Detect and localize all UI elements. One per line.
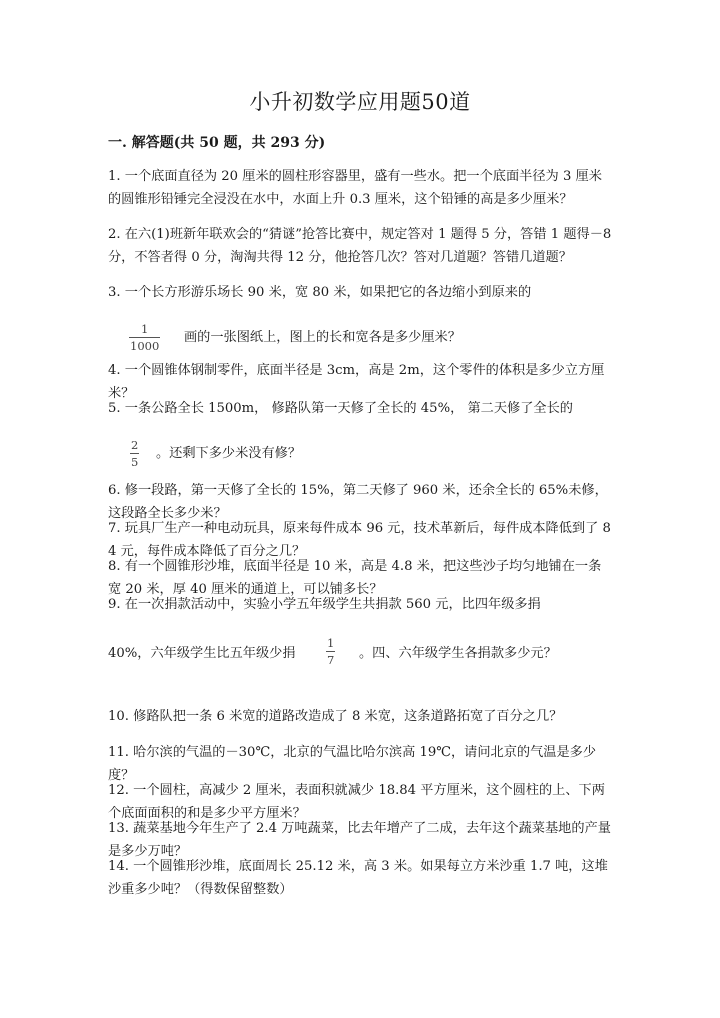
fraction-numerator: 2: [131, 438, 139, 452]
fraction-numerator: 1: [140, 322, 149, 336]
question-7: 7. 玩具厂生产一种电动玩具，原来每件成本 96 元，技术革新后，每件成本降低到了 84 元，每件成本降低了百分之几？: [108, 521, 611, 559]
question-5: 5. 一条公路全长 1500m， 修路队第一天修了全长的 45%， 第二天修了全长的: [108, 401, 573, 416]
question-3-tail: 画的一张图纸上，图上的长和宽各是多少厘米？: [184, 330, 461, 345]
fraction: [326, 636, 335, 667]
question-11: 11. 哈尔滨的气温的－30℃，北京的气温比哈尔滨高 19℃，请问北京的气温是多少度？: [108, 745, 597, 783]
question-12: 12. 一个圆柱，高减少 2 厘米，表面积就减少 18.84 平方厘米，这个圆柱的上、下两个底面面积的和是多少平方厘米？: [108, 783, 605, 821]
question-13: 13. 蔬菜基地今年生产了 2.4 万吨蔬菜，比去年增产了二成，去年这个蔬菜基地的产量是多少万吨？: [108, 821, 611, 859]
fraction-bar: [129, 337, 160, 338]
fraction-denominator: 5: [131, 455, 139, 469]
question-5-tail: 。还剩下多少米没有修？: [156, 446, 302, 461]
question-9: 9. 在一次捐款活动中，实验小学五年级学生共捐款 560 元，比四年级多捐: [108, 597, 541, 612]
question-14: 14. 一个圆锥形沙堆，底面周长 25.12 米，高 3 米。如果每立方米沙重 1.7 吨，这堆沙重多少吨？（得数保留整数）: [108, 859, 608, 897]
question-10: 10. 修路队把一条 6 米宽的道路改造成了 8 米宽，这条道路拓宽了百分之几？: [108, 709, 563, 724]
fraction-denominator: 1000: [130, 339, 160, 353]
question-1: 1. 一个底面直径为 20 厘米的圆柱形容器里，盛有一些水。把一个底面半径为 3 厘米的圆锥形铅锤完全浸没在水中，水面上升 0.3 厘米，这个铅锤的高是多少厘米？: [108, 169, 602, 207]
question-4: 4. 一个圆锥体钢制零件，底面半径是 3cm，高是 2m，这个零件的体积是多少立方厘米？: [108, 363, 605, 401]
fraction-denominator: 7: [327, 653, 335, 667]
question-3: 3. 一个长方形游乐场长 90 米，宽 80 米，如果把它的各边缩小到原来的: [108, 285, 532, 300]
question-8: 8. 有一个圆锥形沙堆，底面半径是 10 米，高是 4.8 米，把这些沙子均匀地铺在一条宽 20 米，厚 40 厘米的通道上，可以铺多长？: [108, 559, 602, 597]
fraction-bar: [326, 651, 335, 652]
section-heading: 一. 解答题(共 50 题，共 293 分): [108, 135, 326, 151]
fraction: [130, 438, 139, 469]
question-9-tail: 。四、六年级学生各捐款多少元？: [359, 646, 557, 661]
question-2: 2. 在六(1)班新年联欢会的“猜谜”抢答比赛中，规定答对 1 题得 5 分，答错 1 题得－8 分，不答者得 0 分，淘淘共得 12 分，他抢答几次？答对几道题？答错几道题？: [108, 227, 612, 265]
question-5-fraction-line: [108, 434, 614, 474]
question-3-fraction-line: [108, 318, 614, 358]
fraction-bar: [130, 453, 139, 454]
question-9-head: 40%，六年级学生比五年级少捐: [108, 646, 296, 661]
fraction-numerator: 1: [327, 636, 335, 650]
question-6: 6. 修一段路，第一天修了全长的 15%，第二天修了 960 米，还余全长的 65%未修，这段路全长多少米？: [108, 483, 608, 521]
question-9-fraction-line: [108, 634, 614, 674]
document-title: 小升初数学应用题50道: [249, 90, 471, 114]
fraction: [129, 322, 160, 353]
